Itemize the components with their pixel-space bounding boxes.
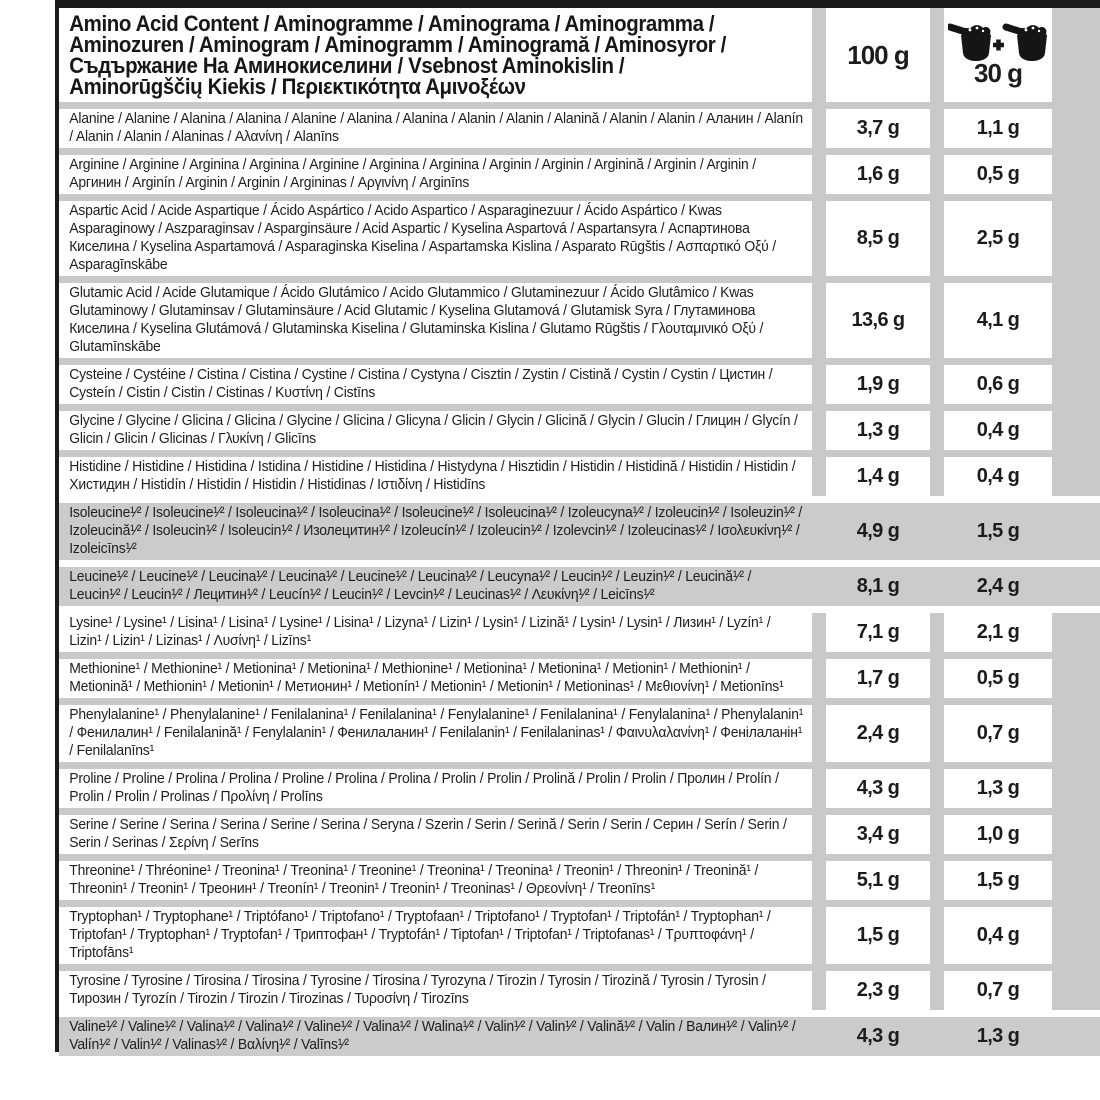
per-100g-value: 1,6 g xyxy=(856,163,900,185)
per-serving-label: 30 g xyxy=(973,57,1023,88)
amino-acid-row xyxy=(59,815,1100,854)
per-100g-value: 3,7 g xyxy=(856,117,900,139)
amino-acid-row xyxy=(59,705,1100,762)
per-100g-value: 8,5 g xyxy=(856,227,900,249)
per-30g-value-cell xyxy=(944,283,1052,358)
per-100g-value: 1,9 g xyxy=(856,373,900,395)
amino-name: Tyrosine / Tyrosine / Tirosina / Tirosina / Tyrosine / Tirosina / Tyrozyna / Tirozin / Tyrosin / Tirozină / Tyrosin / Tyrosin / Тирозин / Tyrozín / Tirozin / Tirozin / Tirozinas / Τυροσίνη / Tirozīns xyxy=(69,972,766,1007)
per-30g-value: 1,5 g xyxy=(976,869,1020,891)
amino-name-cell xyxy=(59,503,812,560)
per-30g-value: 0,5 g xyxy=(976,667,1020,689)
per-100g-value-cell xyxy=(826,861,930,900)
per-100g-value-cell xyxy=(826,705,930,762)
per-30g-value-cell xyxy=(944,659,1052,698)
column-header-100g xyxy=(826,8,930,102)
amino-name-cell xyxy=(59,457,812,496)
per-30g-value-cell xyxy=(944,971,1052,1010)
amino-name-cell xyxy=(59,861,812,900)
per-100g-value-cell xyxy=(826,907,930,964)
per-100g-value-cell xyxy=(826,971,930,1010)
amino-name-cell xyxy=(59,567,812,606)
amino-name-cell xyxy=(59,201,812,276)
double-scoop-plus-icon xyxy=(948,22,1048,62)
per-30g-value: 0,5 g xyxy=(976,163,1020,185)
table-title-cell xyxy=(59,8,812,102)
per-100g-value: 4,3 g xyxy=(856,1025,900,1047)
amino-name: Isoleucine¹⁄² / Isoleucine¹⁄² / Isoleucina¹⁄² / Isoleucina¹⁄² / Isoleucine¹⁄² / Isoleucina¹⁄² / Izoleucyna¹⁄² / Izoleucin¹⁄² / Isoleuzin¹⁄² / Izoleucină¹⁄² / Isoleucin¹⁄² / Isoleucin¹⁄² / Изолецитин¹⁄² / Izoleucín¹⁄² / Izoleucin¹⁄² / Izolevcin¹⁄² / Izoleucinas¹⁄² / Ισολευκίνη¹⁄² / Izoleicīns¹⁄² xyxy=(69,504,803,557)
amino-name-cell xyxy=(59,705,812,762)
per-100g-value: 4,9 g xyxy=(856,520,900,542)
per-30g-value-cell xyxy=(944,1017,1052,1056)
amino-name-cell xyxy=(59,283,812,358)
per-100g-value: 8,1 g xyxy=(856,575,900,597)
amino-name: Lysine¹ / Lysine¹ / Lisina¹ / Lisina¹ / Lysine¹ / Lisina¹ / Lizyna¹ / Lizin¹ / Lysin¹ / Lizină¹ / Lysin¹ / Lysin¹ / Лизин¹ / Lyzín¹ / Lizin¹ / Lizin¹ / Lizinas¹ / Λυσίνη¹ / Lizīns¹ xyxy=(69,614,771,649)
amino-acid-row xyxy=(59,365,1100,404)
amino-acid-row xyxy=(59,109,1100,148)
per-100g-value: 2,3 g xyxy=(856,979,900,1001)
amino-name: Proline / Proline / Prolina / Prolina / Proline / Prolina / Prolina / Prolin / Prolin / Prolină / Prolin / Prolin / Пролин / Prolín / Prolin / Prolin / Prolinas / Προλίνη / Prolīns xyxy=(69,770,779,805)
amino-name: Glycine / Glycine / Glicina / Glicina / Glycine / Glicina / Glicyna / Glicin / Glycin / Glicină / Glycin / Glucin / Глицин / Glycín / Glicin / Glicin / Glicinas / Γλυκίνη / Glicīns xyxy=(69,412,798,447)
amino-name-cell xyxy=(59,815,812,854)
per-30g-value: 1,1 g xyxy=(976,117,1020,139)
per-100g-value-cell xyxy=(826,659,930,698)
per-30g-value-cell xyxy=(944,155,1052,194)
per-100g-value-cell xyxy=(826,283,930,358)
per-100g-value: 3,4 g xyxy=(856,823,900,845)
per-30g-value: 1,5 g xyxy=(976,520,1020,542)
amino-name-cell xyxy=(59,769,812,808)
amino-name: Serine / Serine / Serina / Serina / Serine / Serina / Seryna / Szerin / Serin / Serină / Serin / Serin / Серин / Serín / Serin / Serin / Serinas / Σερίνη / Serīns xyxy=(69,816,787,851)
amino-acid-rows xyxy=(59,109,1100,1063)
amino-acid-row xyxy=(59,567,1100,613)
per-30g-value-cell xyxy=(944,907,1052,964)
per-30g-value: 2,5 g xyxy=(976,227,1020,249)
per-100g-value: 4,3 g xyxy=(856,777,900,799)
per-100g-value-cell xyxy=(826,457,930,496)
amino-name: Methionine¹ / Methionine¹ / Metionina¹ / Metionina¹ / Methionine¹ / Metionina¹ / Metionina¹ / Metionin¹ / Methionin¹ / Metionină¹ / Methionin¹ / Metionin¹ / Метионин¹ / Metionín¹ / Metionin¹ / Metionin¹ / Metioninas¹ / Μεθιονίνη¹ / Metionīns¹ xyxy=(69,660,784,695)
per-30g-value: 0,6 g xyxy=(976,373,1020,395)
amino-name-cell xyxy=(59,613,812,652)
per-100g-value-cell xyxy=(826,613,930,652)
amino-acid-row xyxy=(59,1017,1100,1063)
per-100g-value-cell xyxy=(826,567,930,606)
amino-acid-row xyxy=(59,769,1100,808)
amino-acid-row xyxy=(59,155,1100,194)
per-100g-value: 1,5 g xyxy=(856,924,900,946)
per-30g-value: 1,3 g xyxy=(976,777,1020,799)
amino-name-cell xyxy=(59,411,812,450)
amino-name: Aspartic Acid / Acide Aspartique / Ácido Aspártico / Acido Aspartico / Asparaginezuur / Ácido Aspártico / Kwas Asparaginowy / Aszparaginsav / Asparginsäure / Acid Aspartic / Kyselina Aspartová / Aspartansyra / Аспартинова Киселина / Kyselina Aspartamová / Asparaginska Kiselina / Aspartamska Kislina / Asparato Rūgštis / Ασπαρτικό Οξύ / Asparagīnskābe xyxy=(69,202,776,273)
amino-name-cell xyxy=(59,659,812,698)
amino-name-cell xyxy=(59,1017,812,1056)
per-30g-value: 0,4 g xyxy=(976,465,1020,487)
amino-acid-table xyxy=(59,8,1100,1063)
per-100g-value-cell xyxy=(826,769,930,808)
plus-icon xyxy=(993,39,1004,50)
amino-acid-row xyxy=(59,613,1100,652)
amino-acid-row xyxy=(59,457,1100,503)
per-100g-value: 1,4 g xyxy=(856,465,900,487)
per-30g-value: 1,3 g xyxy=(976,1025,1020,1047)
amino-acid-row xyxy=(59,503,1100,567)
per-30g-value: 1,0 g xyxy=(976,823,1020,845)
per-30g-value-cell xyxy=(944,705,1052,762)
per-100g-value-cell xyxy=(826,155,930,194)
amino-name-cell xyxy=(59,155,812,194)
amino-acid-row xyxy=(59,201,1100,276)
per-100g-value: 7,1 g xyxy=(856,621,900,643)
per-30g-value-cell xyxy=(944,411,1052,450)
per-100g-value-cell xyxy=(826,1017,930,1056)
per-30g-value-cell xyxy=(944,109,1052,148)
column-header-30g xyxy=(944,8,1052,102)
amino-name: Phenylalanine¹ / Phenylalanine¹ / Fenilalanina¹ / Fenilalanina¹ / Fenylalanine¹ / Fenilalanina¹ / Fenylalanina¹ / Phenylalanin¹ / Фенилалин¹ / Fenilalanină¹ / Fenylalanin¹ / Фенилаланин¹ / Fenilalanin¹ / Fenilalaninas¹ / Φαινυλαλανίνη¹ / Фенілаланін¹ / Fenilalanīns¹ xyxy=(69,706,804,759)
per-30g-value-cell xyxy=(944,613,1052,652)
amino-name: Threonine¹ / Thréonine¹ / Treonina¹ / Treonina¹ / Treonine¹ / Treonina¹ / Treonina¹ / Treonin¹ / Threonin¹ / Treonină¹ / Threonin¹ / Treonin¹ / Треонин¹ / Treonín¹ / Treonin¹ / Treonin¹ / Treoninas¹ / Θρεονίνη¹ / Treonīns¹ xyxy=(69,862,759,897)
per-100g-value: 1,3 g xyxy=(856,419,900,441)
per-30g-value-cell xyxy=(944,503,1052,560)
amino-acid-row xyxy=(59,861,1100,900)
per-100g-value-cell xyxy=(826,411,930,450)
per-30g-value: 2,4 g xyxy=(976,575,1020,597)
amino-name: Leucine¹⁄² / Leucine¹⁄² / Leucina¹⁄² / Leucina¹⁄² / Leucine¹⁄² / Leucina¹⁄² / Leucyna¹⁄² / Leucin¹⁄² / Leuzin¹⁄² / Leucină¹⁄² / Leucin¹⁄² / Leucin¹⁄² / Лецитин¹⁄² / Leucín¹⁄² / Leucin¹⁄² / Levcin¹⁄² / Leucinas¹⁄² / Λευκίνη¹⁄² / Leicīns¹⁄² xyxy=(69,568,752,603)
per-100g-value-cell xyxy=(826,109,930,148)
amino-name-cell xyxy=(59,365,812,404)
per-30g-value-cell xyxy=(944,201,1052,276)
per-100g-label: 100 g xyxy=(847,39,909,70)
per-30g-value: 4,1 g xyxy=(976,309,1020,331)
per-100g-value: 5,1 g xyxy=(856,869,900,891)
per-30g-value: 2,1 g xyxy=(976,621,1020,643)
amino-acid-row xyxy=(59,411,1100,450)
amino-name: Tryptophan¹ / Tryptophane¹ / Triptófano¹ / Triptofano¹ / Tryptofaan¹ / Triptofano¹ / Tryptofan¹ / Triptofán¹ / Tryptophan¹ / Triptofan¹ / Tryptophan¹ / Tryptofan¹ / Триптофан¹ / Tryptofán¹ / Tiptofan¹ / Triptofan¹ / Triptofanas¹ / Τρυπτοφάνη¹ / Triptofāns¹ xyxy=(69,908,771,961)
per-30g-value-cell xyxy=(944,769,1052,808)
per-30g-value: 0,7 g xyxy=(976,722,1020,744)
amino-acid-row xyxy=(59,971,1100,1017)
amino-name-cell xyxy=(59,109,812,148)
per-100g-value-cell xyxy=(826,503,930,560)
per-30g-value-cell xyxy=(944,815,1052,854)
per-100g-value: 1,7 g xyxy=(856,667,900,689)
amino-name: Arginine / Arginine / Arginina / Arginina / Arginine / Arginina / Arginina / Arginin / Arginin / Arginină / Arginin / Arginin / Аргинин / Arginín / Arginin / Arginin / Argininas / Αργινίνη / Arginīns xyxy=(69,156,756,191)
amino-name: Histidine / Histidine / Histidina / Istidina / Histidine / Histidina / Histydyna / Hisztidin / Histidin / Histidină / Histidin / Histidin / Хистидин / Histidín / Histidin / Histidin / Histidinas / Ιστιδίνη / Histidīns xyxy=(69,458,796,493)
amino-name-cell xyxy=(59,907,812,964)
per-30g-value-cell xyxy=(944,457,1052,496)
per-100g-value-cell xyxy=(826,365,930,404)
per-30g-value-cell xyxy=(944,567,1052,606)
amino-name: Cysteine / Cystéine / Cistina / Cistina / Cystine / Cistina / Cystyna / Cisztin / Zystin / Cistină / Cystin / Cystin / Цистин / Cysteín / Cistin / Cistin / Cistinas / Κυστίνη / Cistīns xyxy=(69,366,773,401)
per-30g-value: 0,4 g xyxy=(976,419,1020,441)
per-100g-value: 13,6 g xyxy=(851,309,905,331)
top-border-bar xyxy=(55,0,1100,8)
amino-name-cell xyxy=(59,971,812,1010)
per-30g-value: 0,7 g xyxy=(976,979,1020,1001)
per-100g-value-cell xyxy=(826,201,930,276)
table-title: Amino Acid Content / Aminogramme / Aminograma / Aminogramma / Aminozuren / Aminogram / Aminogramm / Aminogramă / Aminosyror / Съдържание На Аминокиселини / Vsebnost Aminokislin / Aminorūgščių Kiekis / Περιεκτικότητα Αμινοξέων xyxy=(69,11,726,99)
amino-acid-row xyxy=(59,283,1100,358)
per-30g-value-cell xyxy=(944,365,1052,404)
amino-acid-row xyxy=(59,659,1100,698)
amino-name: Valine¹⁄² / Valine¹⁄² / Valina¹⁄² / Valina¹⁄² / Valine¹⁄² / Valina¹⁄² / Walina¹⁄² / Valin¹⁄² / Valin¹⁄² / Valină¹⁄² / Valin / Валин¹⁄² / Valin¹⁄² / Valín¹⁄² / Valin¹⁄² / Valinas¹⁄² / Βαλίνη¹⁄² / Valīns¹⁄² xyxy=(69,1018,796,1053)
table-header-row xyxy=(59,8,1100,102)
amino-name: Alanine / Alanine / Alanina / Alanina / Alanine / Alanina / Alanina / Alanin / Alanin / Alanină / Alanin / Alanin / Аланин / Alanín / Alanin / Alanin / Alaninas / Αλανίνη / Alanīns xyxy=(69,110,803,145)
per-30g-value-cell xyxy=(944,861,1052,900)
amino-name: Glutamic Acid / Acide Glutamique / Ácido Glutámico / Acido Glutammico / Glutaminezuur / Ácido Glutâmico / Kwas Glutaminowy / Glutaminsav / Glutaminsäure / Acid Glutamic / Kyselina Glutamová / Glutamisk Syra / Глутаминова Киселина / Kyselina Glutámová / Glutaminska Kiselina / Glutaminska Kislina / Glutamo Rūgštis / Γλουταμινικό Οξύ / Glutamīnskābe xyxy=(69,284,764,355)
per-30g-value: 0,4 g xyxy=(976,924,1020,946)
per-100g-value-cell xyxy=(826,815,930,854)
per-100g-value: 2,4 g xyxy=(856,722,900,744)
amino-acid-row xyxy=(59,907,1100,964)
